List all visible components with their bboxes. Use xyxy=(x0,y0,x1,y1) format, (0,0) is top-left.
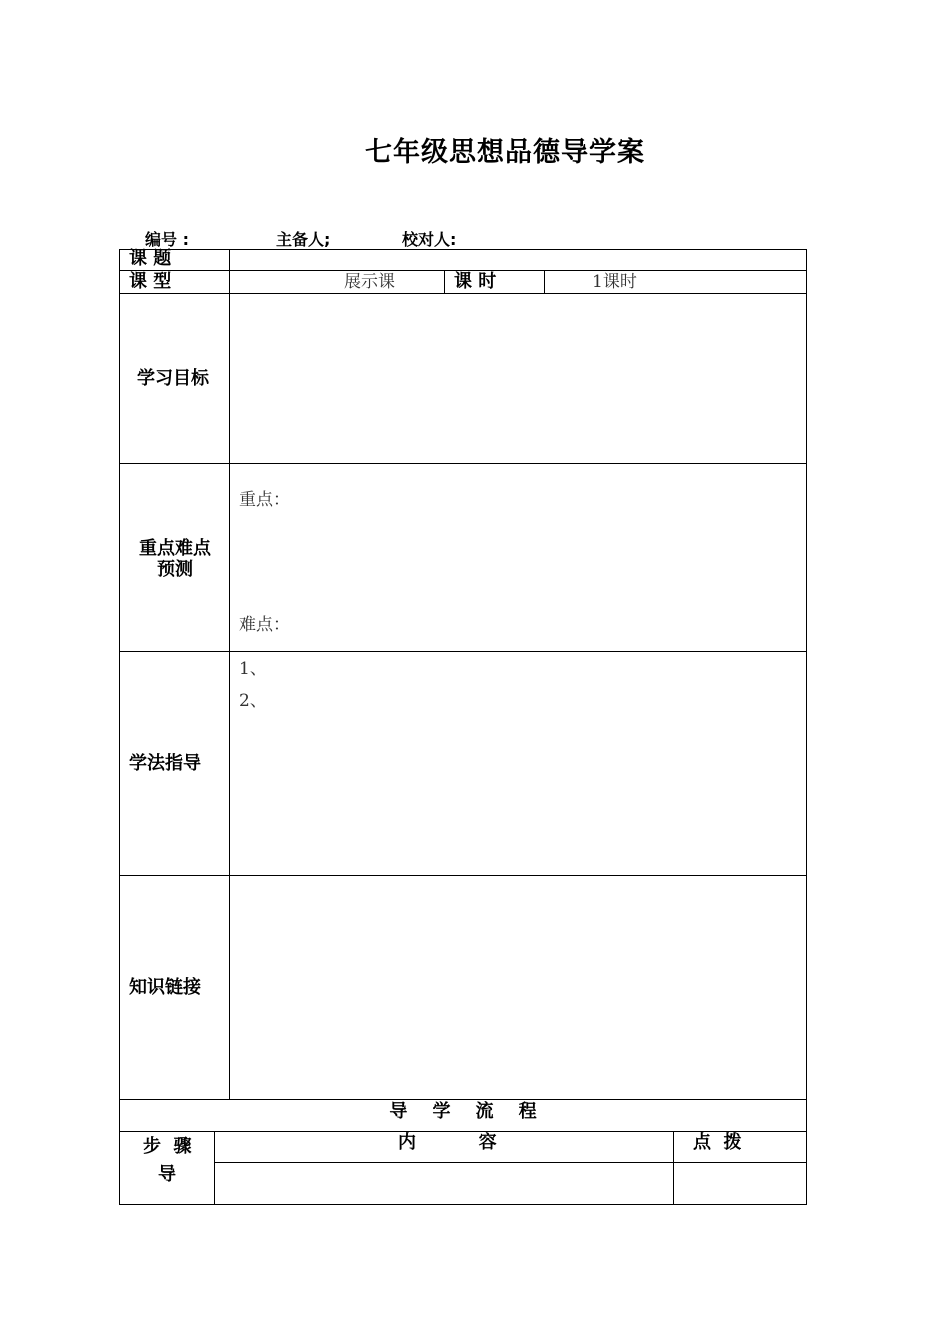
period-value: 1课时 xyxy=(592,272,637,292)
focus-label-line2: 预测 xyxy=(157,559,193,580)
goals-field[interactable] xyxy=(230,294,806,463)
focus-label-line1: 重点难点 xyxy=(139,538,211,559)
method-label: 学法指导 xyxy=(129,753,201,774)
content-field[interactable] xyxy=(215,1163,673,1204)
number-label: 编号 : xyxy=(145,230,189,249)
period-label: 课 时 xyxy=(454,271,497,292)
knowledge-field[interactable] xyxy=(230,876,806,1099)
table-line xyxy=(119,1204,807,1205)
document-title: 七年级思想品德导学案 xyxy=(365,137,645,168)
steps-label: 步 骤 xyxy=(143,1136,192,1157)
type-label: 课 型 xyxy=(129,271,172,292)
table-border-left xyxy=(119,249,120,1205)
goals-label: 学习目标 xyxy=(137,368,209,389)
topic-field[interactable] xyxy=(230,250,806,270)
focus-difficult-point: 难点： xyxy=(239,615,290,635)
focus-key-point: 重点： xyxy=(239,490,290,510)
table-line xyxy=(119,463,807,464)
checker-label: 校对人: xyxy=(402,230,457,249)
table-line xyxy=(544,270,545,293)
knowledge-label: 知识链接 xyxy=(129,977,201,998)
table-line xyxy=(444,270,445,293)
focus-label xyxy=(120,538,230,580)
tips-field[interactable] xyxy=(674,1163,806,1204)
content-label: 内 容 xyxy=(398,1132,497,1153)
topic-label: 课 题 xyxy=(129,248,172,269)
flow-header: 导 学 流 程 xyxy=(389,1101,537,1122)
table-line xyxy=(119,651,807,652)
method-item-1: 1、 xyxy=(239,659,267,679)
steps-sub-label: 导 xyxy=(158,1164,176,1185)
tips-label: 点 拨 xyxy=(693,1132,742,1153)
preparer-label: 主备人; xyxy=(276,230,331,249)
method-item-2: 2、 xyxy=(239,691,267,711)
table-border-right xyxy=(806,249,807,1205)
type-value: 展示课 xyxy=(344,272,395,292)
